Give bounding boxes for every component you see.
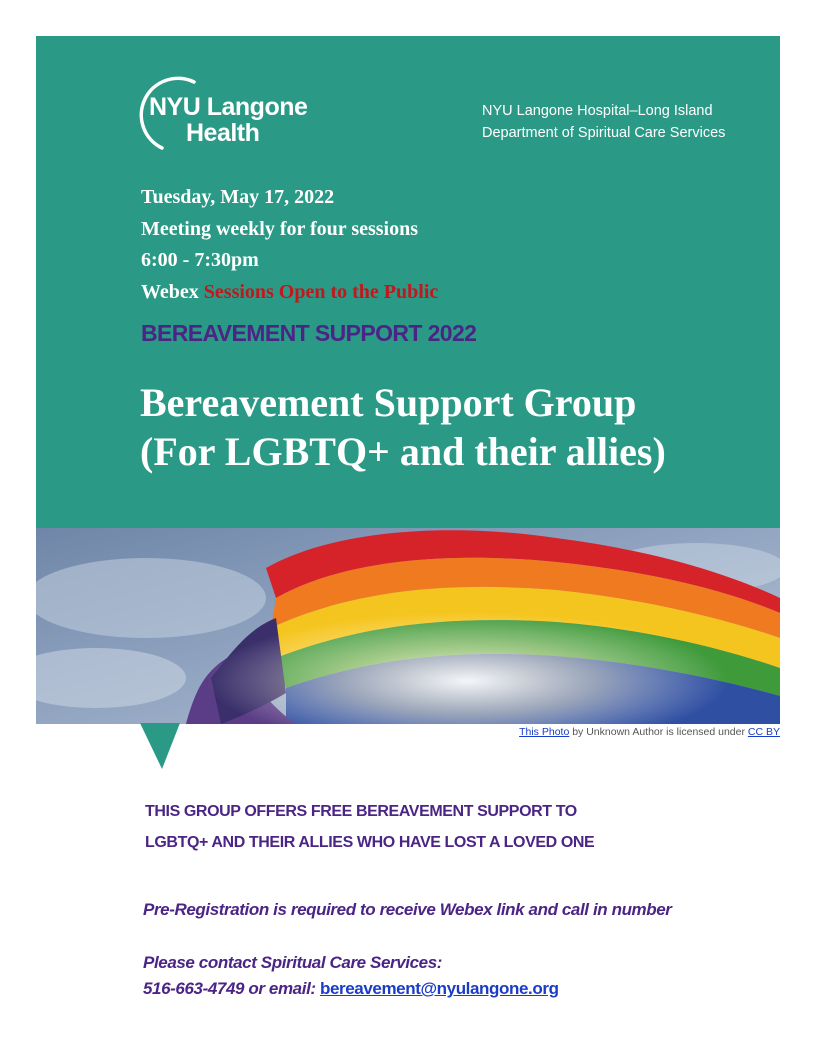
header-banner xyxy=(36,36,780,528)
offer-line2: LGBTQ+ AND THEIR ALLIES WHO HAVE LOST A LOVED ONE xyxy=(145,834,595,851)
subheading: BEREAVEMENT SUPPORT 2022 xyxy=(141,320,477,346)
contact-info xyxy=(143,950,559,1002)
department-info xyxy=(482,100,725,144)
this-photo-link[interactable]: This Photo xyxy=(519,726,570,738)
photo-credit-text: by Unknown Author is licensed under xyxy=(569,726,748,738)
contact-line1: Please contact Spiritual Care Services: xyxy=(143,953,443,972)
rainbow-flag-photo xyxy=(36,528,780,724)
event-platform: Webex xyxy=(141,280,199,303)
event-details xyxy=(141,182,438,308)
logo-text-line2: Health xyxy=(186,119,260,147)
email-link[interactable]: bereavement@nyulangone.org xyxy=(319,979,559,998)
hospital-name: NYU Langone Hospital–Long Island xyxy=(482,103,713,119)
logo-text-line1: NYU Langone xyxy=(149,93,308,121)
registration-note: Pre-Registration is required to receive Webex link and call in number xyxy=(143,900,672,919)
open-to-public-note: Sessions Open to the Public xyxy=(203,280,439,303)
offer-line1: THIS GROUP OFFERS FREE BEREAVEMENT SUPPORT TO xyxy=(145,803,577,820)
photo-credit xyxy=(519,726,780,738)
offer-statement xyxy=(145,796,594,858)
department-name: Department of Spiritual Care Services xyxy=(482,125,726,141)
cc-by-license-link[interactable]: CC BY xyxy=(747,726,780,738)
title-line2: (For LGBTQ+ and their allies) xyxy=(140,429,666,474)
event-date: Tuesday, May 17, 2022 xyxy=(141,186,335,208)
event-platform-line xyxy=(141,277,438,309)
event-time: 6:00 - 7:30pm xyxy=(141,249,259,271)
callout-pointer xyxy=(140,723,180,769)
phone-number: 516-663-4749 or email: xyxy=(143,979,320,998)
rainbow-flag-image xyxy=(36,528,780,724)
contact-line2 xyxy=(143,976,559,1002)
title-line1: Bereavement Support Group xyxy=(140,380,637,425)
event-frequency: Meeting weekly for four sessions xyxy=(141,217,419,240)
page-title xyxy=(140,378,666,476)
nyu-langone-logo xyxy=(132,74,312,152)
